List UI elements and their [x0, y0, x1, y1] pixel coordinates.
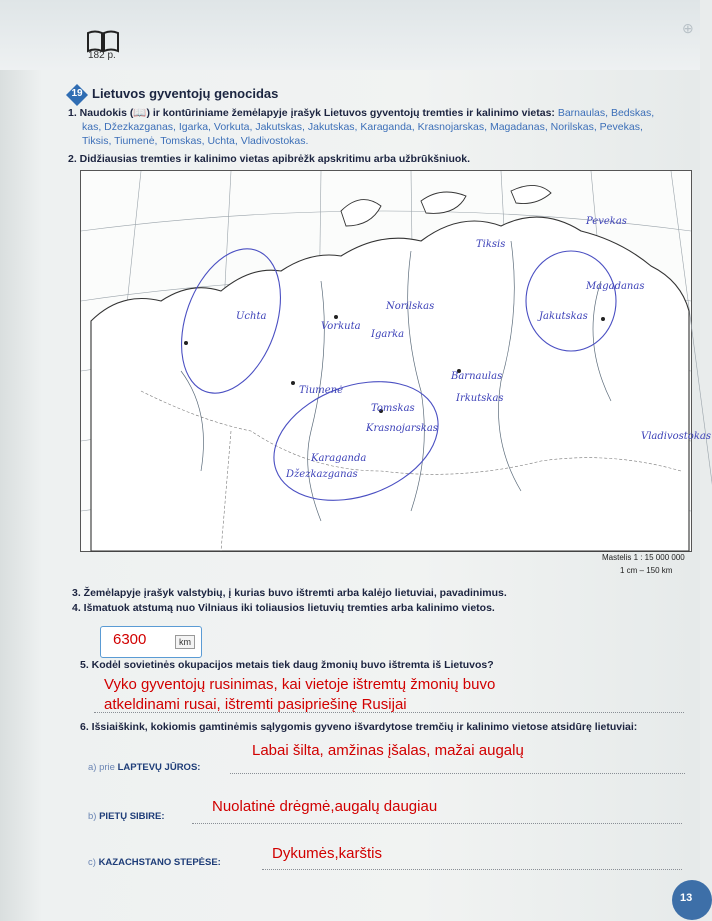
question-4 — [72, 601, 632, 615]
section-number: 19 — [71, 88, 83, 99]
question-3 — [72, 586, 632, 600]
map-label-karaganda: Karaganda — [311, 453, 367, 464]
contour-map — [80, 170, 711, 552]
corner-logo-icon: ⊕ — [682, 20, 694, 36]
q6-b-place: PIETŲ SIBIRE: — [99, 811, 165, 822]
q6-b-prefix: b) — [88, 811, 97, 822]
q6-b-label — [88, 811, 165, 822]
map-label-vladivostokas: Vladivostokas — [641, 431, 711, 442]
page-number: 13 — [680, 892, 693, 904]
distance-answer-box[interactable] — [100, 626, 202, 658]
question-1-text: ) ir kontūriniame žemėlapyje įrašyk Lietuvos gyventojų tremties ir kalinimo vietas: — [146, 107, 555, 119]
question-1-prefix: 1. Naudokis ( — [68, 107, 134, 119]
question-1-places-2: kas, Džezkazganas, Igarka, Vorkuta, Jakutskas, Jakutskas, Karaganda, Krasnojarskas, Magadanas, Norilskas, Pevekas, — [82, 121, 643, 133]
q6-a-answer[interactable]: Labai šilta, amžinas įšalas, mažai augalų — [252, 742, 524, 759]
question-6 — [80, 720, 680, 734]
question-3-text: 3. Žemėlapyje įrašyk valstybių, į kurias buvo ištremti arba kalėjo lietuviai, pavadinimus. — [72, 587, 507, 599]
q6-b-answer[interactable]: Nuolatinė drėgmė,augalų daugiau — [212, 798, 438, 815]
map-label-dzezkazganas: Džezkazganas — [286, 469, 358, 480]
q6-c-label — [88, 857, 221, 868]
q5-answer-line-2[interactable]: atkeldinami rusai, ištremti pasipriešinę Rusijai — [104, 696, 407, 713]
map-label-jakutskas: Jakutskas — [539, 311, 588, 322]
map-label-igarka: Igarka — [371, 329, 405, 340]
q6-a-place: LAPTEVŲ JŪROS: — [117, 762, 201, 773]
map-scale: Mastelis 1 : 15 000 000 — [602, 553, 685, 562]
q6-a-label — [88, 762, 200, 773]
q6-c-prefix: c) — [88, 857, 96, 868]
question-5 — [80, 658, 640, 672]
map-label-irkutskas: Irkutskas — [456, 393, 504, 404]
section-title: Lietuvos gyventojų genocidas — [92, 86, 279, 101]
page-number-badge — [672, 880, 712, 920]
q6-c-line — [262, 869, 682, 870]
page-reference: 182 p. — [88, 50, 116, 61]
q6-a-prefix: a) prie — [88, 762, 115, 773]
q5-dotted-line — [94, 712, 684, 713]
distance-unit: km — [175, 635, 195, 649]
map-label-krasnojarskas: Krasnojarskas — [366, 423, 438, 434]
question-6-text: 6. Išsiaiškink, kokiomis gamtinėmis sąlygomis gyveno išvardytose tremčių ir kalinimo vietose atsidūrę lietuviai: — [80, 721, 638, 733]
map-label-magadanas: Magadanas — [586, 281, 645, 292]
question-4-text: 4. Išmatuok atstumą nuo Vilniaus iki toliausios lietuvių tremties arba kalinimo vietos. — [72, 602, 495, 614]
distance-value: 6300 — [113, 631, 147, 648]
question-2 — [68, 152, 688, 166]
q6-a-line — [230, 773, 685, 774]
map-label-tiumene: Tiumenė — [299, 385, 344, 396]
map-label-tomskas: Tomskas — [371, 403, 415, 414]
question-1-places-3: Tiksis, Tiumenė, Tomskas, Uchta, Vladivostokas. — [82, 135, 309, 147]
map-label-vorkuta: Vorkuta — [321, 321, 361, 332]
map-label-uchta: Uchta — [236, 311, 267, 322]
q6-c-place: KAZACHSTANO STEPĖSE: — [98, 857, 221, 868]
map-label-tiksis: Tiksis — [476, 239, 506, 250]
map-label-barnaulas: Barnaulas — [451, 371, 503, 382]
question-1-places-1: Barnaulas, Bedskas, — [557, 107, 655, 119]
section-badge — [66, 84, 88, 106]
question-5-text: 5. Kodėl sovietinės okupacijos metais tiek daug žmonių buvo ištremta iš Lietuvos? — [80, 659, 494, 671]
q5-answer-line-1[interactable]: Vyko gyventojų rusinimas, kai vietoje ištremtų žmonių buvo — [104, 676, 496, 693]
map-drawing — [81, 171, 691, 551]
question-1 — [68, 106, 693, 120]
book-inline-icon: 📖 — [133, 107, 147, 119]
q6-b-line — [192, 823, 682, 824]
map-scale-sub: 1 cm – 150 km — [620, 566, 673, 575]
question-2-text: 2. Didžiausias tremties ir kalinimo vietas apibrėžk apskritimu arba užbrūkšniuok. — [68, 153, 471, 165]
map-label-norilskas: Norilskas — [386, 301, 435, 312]
q6-c-answer[interactable]: Dykumės,karštis — [272, 845, 383, 862]
map-label-pevekas: Pevekas — [586, 216, 627, 227]
